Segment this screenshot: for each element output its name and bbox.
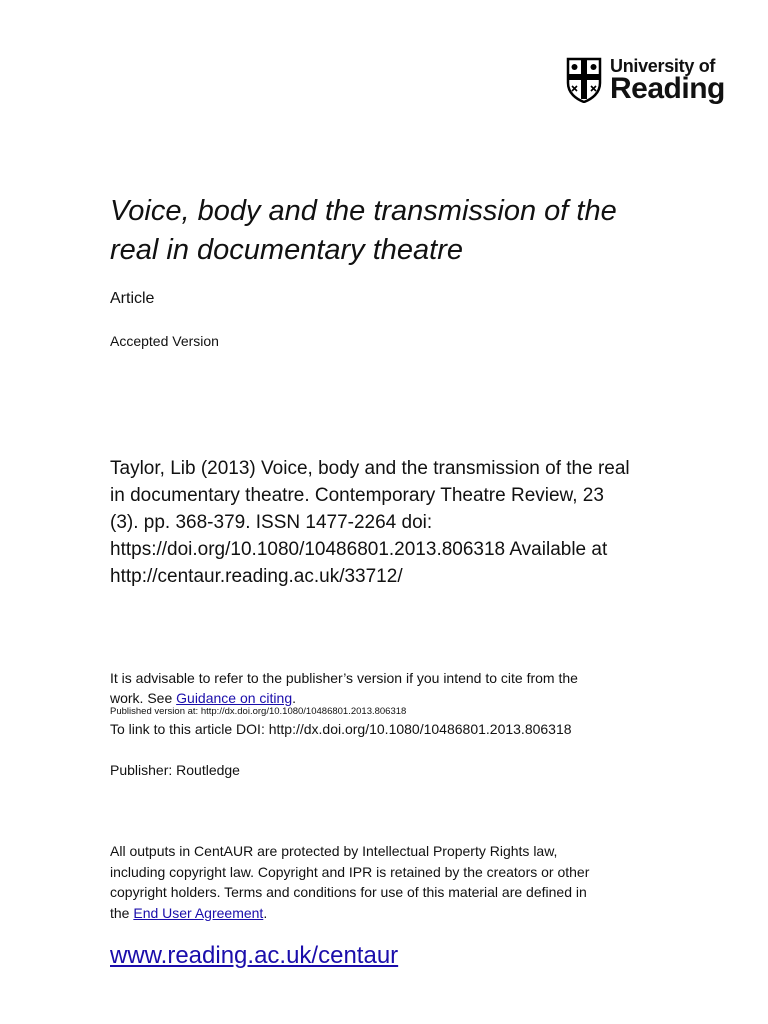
guidance-on-citing-link[interactable]: Guidance on citing bbox=[176, 690, 293, 706]
doi-link-line: To link to this article DOI: http://dx.doi.org/10.1080/10486801.2013.806318 bbox=[110, 721, 572, 737]
logo-line-reading: Reading bbox=[610, 71, 725, 105]
citation-line-4: https://doi.org/10.1080/10486801.2013.806318 Available at bbox=[110, 539, 608, 560]
citation-line-5: http://centaur.reading.ac.uk/33712/ bbox=[110, 566, 403, 587]
citation-line-3: (3). pp. 368-379. ISSN 1477-2264 doi: bbox=[110, 512, 433, 533]
published-version-note: Published version at: http://dx.doi.org/10.1080/10486801.2013.806318 bbox=[110, 706, 407, 717]
advisory-line-1: It is advisable to refer to the publisher’s version if you intend to cite from the bbox=[110, 670, 578, 686]
ipr-line-2: including copyright law. Copyright and IPR is retained by the creators or other bbox=[110, 863, 590, 880]
citation-advisory bbox=[110, 668, 730, 708]
article-type: Article bbox=[110, 290, 155, 307]
ipr-line-3: copyright holders. Terms and conditions for use of this material are defined in bbox=[110, 884, 587, 900]
article-title bbox=[110, 192, 730, 270]
citation-line-2: in documentary theatre. Contemporary Theatre Review, 23 bbox=[110, 485, 604, 506]
ipr-notice bbox=[110, 841, 730, 923]
ipr-line-4-suffix: . bbox=[263, 904, 268, 921]
citation-block bbox=[110, 455, 735, 590]
centaur-website-link[interactable]: www.reading.ac.uk/centaur bbox=[110, 942, 399, 969]
end-user-agreement-link[interactable]: End User Agreement bbox=[133, 904, 264, 921]
title-line-2: real in documentary theatre bbox=[110, 234, 464, 266]
university-logo bbox=[566, 54, 726, 106]
title-line-1: Voice, body and the transmission of the bbox=[110, 195, 617, 227]
advisory-line-2-suffix: . bbox=[292, 690, 296, 706]
advisory-line-2-prefix: work. See bbox=[110, 690, 177, 706]
citation-line-1: Taylor, Lib (2013) Voice, body and the transmission of the real bbox=[110, 458, 630, 479]
university-crest-icon bbox=[566, 57, 602, 103]
ipr-line-1: All outputs in CentAUR are protected by Intellectual Property Rights law, bbox=[110, 843, 558, 859]
logo-line-university-of: University of bbox=[610, 55, 716, 76]
version-label: Accepted Version bbox=[110, 333, 219, 349]
ipr-line-4-prefix: the bbox=[110, 904, 134, 921]
publisher-label: Publisher: Routledge bbox=[110, 762, 240, 778]
logo-wordmark bbox=[610, 57, 725, 104]
